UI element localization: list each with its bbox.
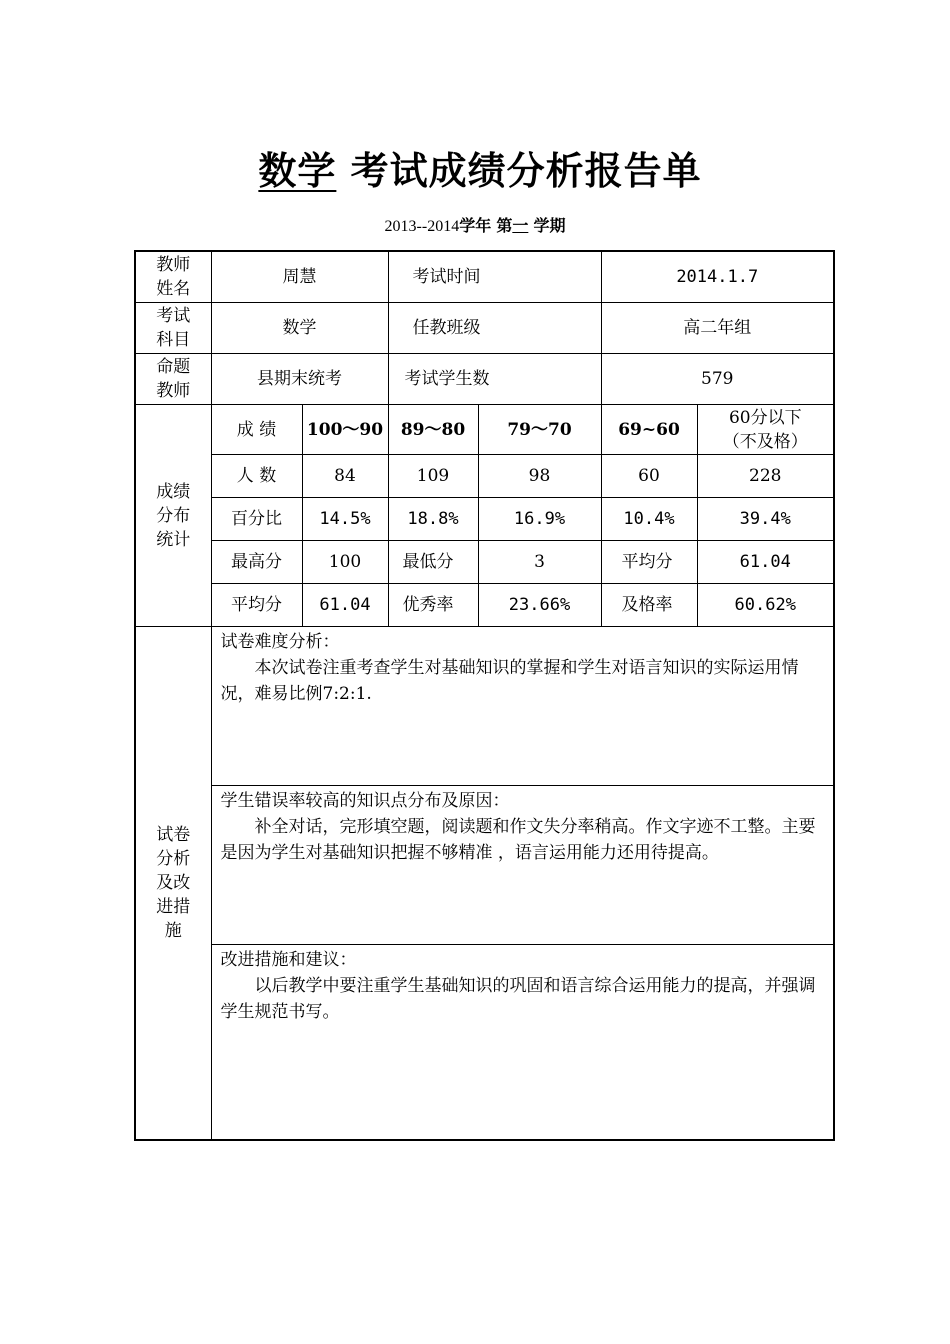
difficulty-row xyxy=(135,627,834,786)
percent-below-60: 39.4% xyxy=(697,498,834,541)
count-row xyxy=(135,455,834,498)
subject-row xyxy=(135,303,834,354)
score-range-row xyxy=(135,405,834,455)
setter-row xyxy=(135,354,834,405)
pass-label: 及格率 xyxy=(601,584,697,627)
setter-value: 县期末统考 xyxy=(211,354,388,405)
term-ordinal: 一 xyxy=(512,216,529,235)
term-year-word: 学年 xyxy=(459,216,492,235)
subject-label: 考试科目 xyxy=(135,303,211,354)
score-label: 成 绩 xyxy=(211,405,302,455)
class-value: 高二年组 xyxy=(601,303,834,354)
report-title xyxy=(0,140,950,195)
exam-time-label: 考试时间 xyxy=(388,251,601,303)
improve-heading: 改进措施和建议： xyxy=(220,950,357,970)
range-89-80: 89～80 xyxy=(388,405,478,455)
avg-excellent-pass-row xyxy=(135,584,834,627)
range-below-60 xyxy=(697,405,834,455)
avg-value-2: 61.04 xyxy=(302,584,388,627)
term-suffix: 学期 xyxy=(533,216,566,235)
excellent-value: 23.66% xyxy=(478,584,601,627)
avg-label-1: 平均分 xyxy=(601,541,697,584)
analysis-section-label: 试卷分析及改进措施 xyxy=(135,627,211,1140)
range-below-60-line1: 60分以下 xyxy=(728,407,802,428)
min-value: 3 xyxy=(478,541,601,584)
percent-label: 百分比 xyxy=(211,498,302,541)
range-69-60: 69~60 xyxy=(601,405,697,455)
setter-label: 命题教师 xyxy=(135,354,211,405)
errors-row xyxy=(135,786,834,945)
errors-cell xyxy=(211,786,834,945)
excellent-label: 优秀率 xyxy=(388,584,478,627)
students-label: 考试学生数 xyxy=(388,354,601,405)
teacher-row xyxy=(135,251,834,303)
count-69-60: 60 xyxy=(601,455,697,498)
pass-value: 60.62% xyxy=(697,584,834,627)
max-label: 最高分 xyxy=(211,541,302,584)
improve-row xyxy=(135,945,834,1140)
class-label: 任教班级 xyxy=(388,303,601,354)
percent-row xyxy=(135,498,834,541)
avg-value-1: 61.04 xyxy=(697,541,834,584)
errors-heading: 学生错误率较高的知识点分布及原因： xyxy=(220,791,510,811)
difficulty-text: 本次试卷注重考查学生对基础知识的掌握和学生对语言知识的实际运用情况，难易比例7:2:1. xyxy=(220,658,799,704)
exam-time-value: 2014.1.7 xyxy=(601,251,834,303)
max-min-avg-row xyxy=(135,541,834,584)
term-line xyxy=(0,213,950,236)
report-table xyxy=(134,250,835,1141)
range-100-90: 100～90 xyxy=(302,405,388,455)
min-label: 最低分 xyxy=(388,541,478,584)
students-value: 579 xyxy=(601,354,834,405)
count-100-90: 84 xyxy=(302,455,388,498)
count-89-80: 109 xyxy=(388,455,478,498)
difficulty-heading: 试卷难度分析： xyxy=(220,632,340,652)
count-79-70: 98 xyxy=(478,455,601,498)
percent-69-60: 10.4% xyxy=(601,498,697,541)
count-label: 人 数 xyxy=(211,455,302,498)
errors-text: 补全对话，完形填空题，阅读题和作文失分率稍高。作文字迹不工整。主要是因为学生对基础知识把握不够精准 ，语言运用能力还用待提高。 xyxy=(220,817,816,863)
teacher-value: 周慧 xyxy=(211,251,388,303)
percent-79-70: 16.9% xyxy=(478,498,601,541)
max-value: 100 xyxy=(302,541,388,584)
range-below-60-line2: （不及格） xyxy=(722,431,808,452)
title-text: 考试成绩分析报告单 xyxy=(350,148,702,193)
term-years: 2013--2014 xyxy=(384,218,460,235)
avg-label-2: 平均分 xyxy=(211,584,302,627)
range-79-70: 79～70 xyxy=(478,405,601,455)
stats-section-label: 成绩分布统计 xyxy=(135,405,211,627)
subject-value: 数学 xyxy=(211,303,388,354)
term-ordinal-prefix: 第 xyxy=(496,216,513,235)
percent-89-80: 18.8% xyxy=(388,498,478,541)
percent-100-90: 14.5% xyxy=(302,498,388,541)
improve-cell xyxy=(211,945,834,1140)
title-subject: 数学 xyxy=(258,148,337,193)
improve-text: 以后教学中要注重学生基础知识的巩固和语言综合运用能力的提高，并强调学生规范书写。 xyxy=(220,976,816,1022)
count-below-60: 228 xyxy=(697,455,834,498)
teacher-label: 教师姓名 xyxy=(135,251,211,303)
difficulty-cell xyxy=(211,627,834,786)
